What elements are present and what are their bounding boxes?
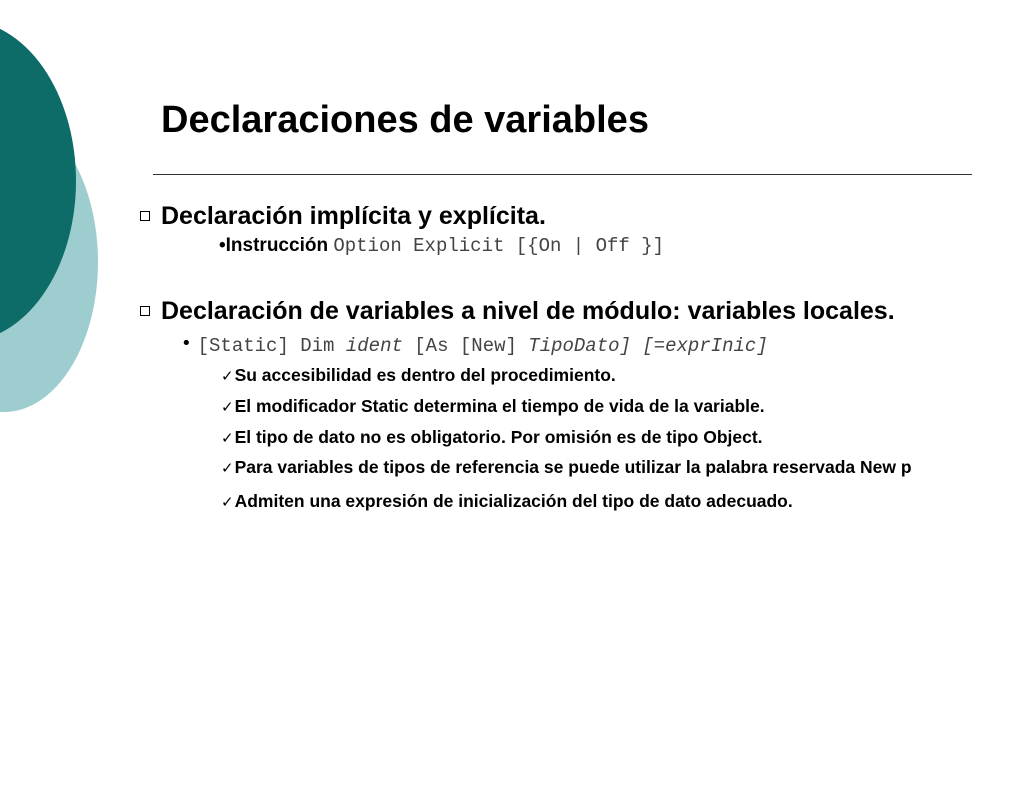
section1-item [219, 234, 664, 258]
bullet-dot-icon: • [181, 333, 192, 354]
syntax-part-3: [As [New] [402, 335, 529, 357]
syntax-part-4: TipoDato] [=exprInic] [528, 335, 768, 357]
checkmark-icon: ✓ [221, 398, 234, 416]
point-item [221, 456, 912, 479]
point-item [221, 395, 765, 418]
section1-heading-line [140, 201, 546, 231]
point-text: Su accesibilidad es dentro del procedimiento. [234, 365, 616, 385]
point-item [221, 364, 616, 387]
syntax-part-1: [Static] Dim [197, 335, 346, 357]
bullet-dot-icon: • [219, 235, 226, 256]
point-text: El modificador Static determina el tiempo de vida de la variable. [234, 396, 765, 416]
slide-title: Declaraciones de variables [161, 99, 649, 141]
section1-item-label: Instrucción [225, 235, 329, 256]
point-text: Para variables de tipos de referencia se puede utilizar la palabra reservada New p [234, 457, 912, 477]
section1-item-code: Option Explicit [{On | Off }] [333, 235, 664, 257]
section2-heading-line [140, 296, 895, 326]
checkmark-icon: ✓ [221, 493, 234, 511]
square-bullet-icon [140, 306, 150, 316]
point-item [221, 426, 763, 449]
section2-heading: Declaración de variables a nivel de módulo: variables locales. [161, 297, 895, 325]
checkmark-icon: ✓ [221, 429, 234, 447]
point-item [221, 490, 793, 513]
title-divider [153, 174, 972, 175]
square-bullet-icon [140, 211, 150, 221]
syntax-part-2: ident [345, 335, 403, 357]
checkmark-icon: ✓ [221, 367, 234, 385]
section1-heading: Declaración implícita y explícita. [161, 202, 546, 230]
section2-syntax [181, 331, 768, 359]
checkmark-icon: ✓ [221, 459, 234, 477]
point-text: Admiten una expresión de inicialización del tipo de dato adecuado. [234, 491, 793, 511]
point-text: El tipo de dato no es obligatorio. Por omisión es de tipo Object. [234, 427, 763, 447]
